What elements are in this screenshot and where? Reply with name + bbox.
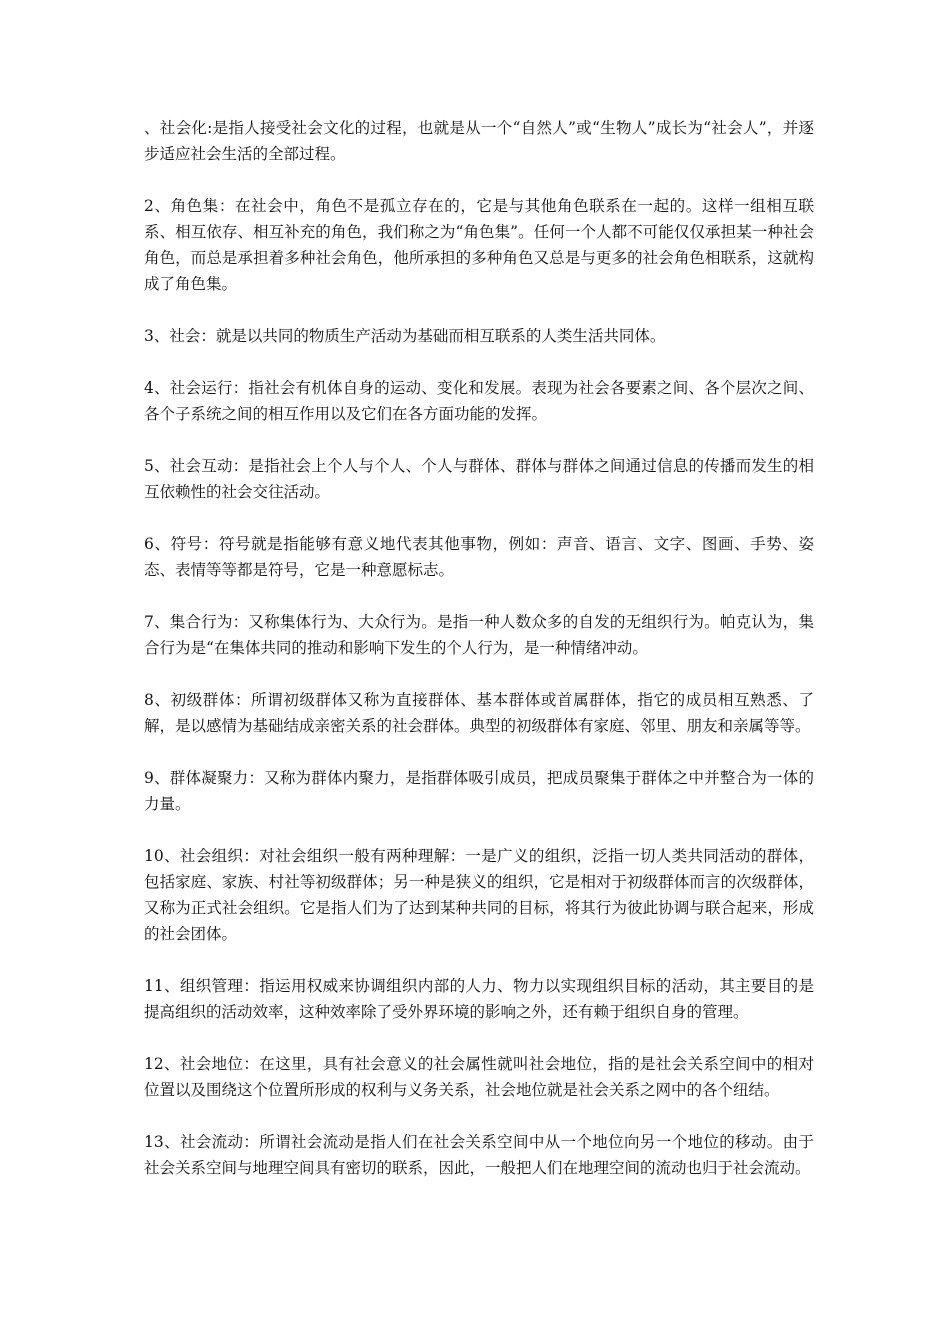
paragraph-organization-management: 11、组织管理：指运用权威来协调组织内部的人力、物力以实现组织目标的活动，其主要目的是提高组织的活动效率，这种效率除了受外界环境的影响之外，还有赖于组织自身的管理。 — [144, 977, 814, 1021]
paragraph-social-mobility: 13、社会流动：所谓社会流动是指人们在社会关系空间中从一个地位向另一个地位的移动。由于社会关系空间与地理空间具有密切的联系，因此，一般把人们在地理空间的流动也归于社会流动。 — [144, 1133, 814, 1177]
document-page — [144, 115, 814, 1207]
paragraph-society: 3、社会：就是以共同的物质生产活动为基础而相互联系的人类生活共同体。 — [144, 327, 666, 345]
paragraph-primary-group: 8、初级群体：所谓初级群体又称为直接群体、基本群体或首属群体，指它的成员相互熟悉、了解，是以感情为基础结成亲密关系的社会群体。典型的初级群体有家庭、邻里、朋友和亲属等等。 — [144, 691, 814, 735]
paragraph-symbol: 6、符号：符号就是指能够有意义地代表其他事物，例如：声音、语言、文字、图画、手势、姿态、表情等等都是符号，它是一种意愿标志。 — [144, 535, 814, 579]
paragraph-socialization: 、社会化:是指人接受社会文化的过程，也就是从一个“自然人”或“生物人”成长为“社会人”，并逐步适应社会生活的全部过程。 — [144, 119, 814, 163]
paragraph-social-operation: 4、社会运行：指社会有机体自身的运动、变化和发展。表现为社会各要素之间、各个层次之间、各个子系统之间的相互作用以及它们在各方面功能的发挥。 — [144, 379, 814, 423]
paragraph-collective-behavior: 7、集合行为：又称集体行为、大众行为。是指一种人数众多的自发的无组织行为。帕克认为，集合行为是“在集体共同的推动和影响下发生的个人行为，是一种情绪冲动。 — [144, 613, 814, 657]
paragraph-group-cohesion: 9、群体凝聚力：又称为群体内聚力，是指群体吸引成员，把成员聚集于群体之中并整合为一体的力量。 — [144, 769, 814, 813]
paragraph-social-organization: 10、社会组织：对社会组织一般有两种理解：一是广义的组织，泛指一切人类共同活动的群体，包括家庭、家族、村社等初级群体；另一种是狭义的组织，它是相对于初级群体而言的次级群体，又称为正式社会组织。它是指人们为了达到某种共同的目标，将其行为彼此协调与联合起来，形成的社会团体。 — [144, 847, 814, 943]
paragraph-social-interaction: 5、社会互动：是指社会上个人与个人、个人与群体、群体与群体之间通过信息的传播而发生的相互依赖性的社会交往活动。 — [144, 457, 814, 501]
paragraph-role-set: 2、角色集：在社会中，角色不是孤立存在的，它是与其他角色联系在一起的。这样一组相互联系、相互依存、相互补充的角色，我们称之为“角色集”。任何一个人都不可能仅仅承担某一种社会角色，而总是承担着多种社会角色，他所承担的多种角色又总是与更多的社会角色相联系，这就构成了角色集。 — [144, 197, 814, 293]
paragraph-social-status: 12、社会地位：在这里，具有社会意义的社会属性就叫社会地位，指的是社会关系空间中的相对位置以及围绕这个位置所形成的权利与义务关系，社会地位就是社会关系之网中的各个纽结。 — [144, 1055, 814, 1099]
